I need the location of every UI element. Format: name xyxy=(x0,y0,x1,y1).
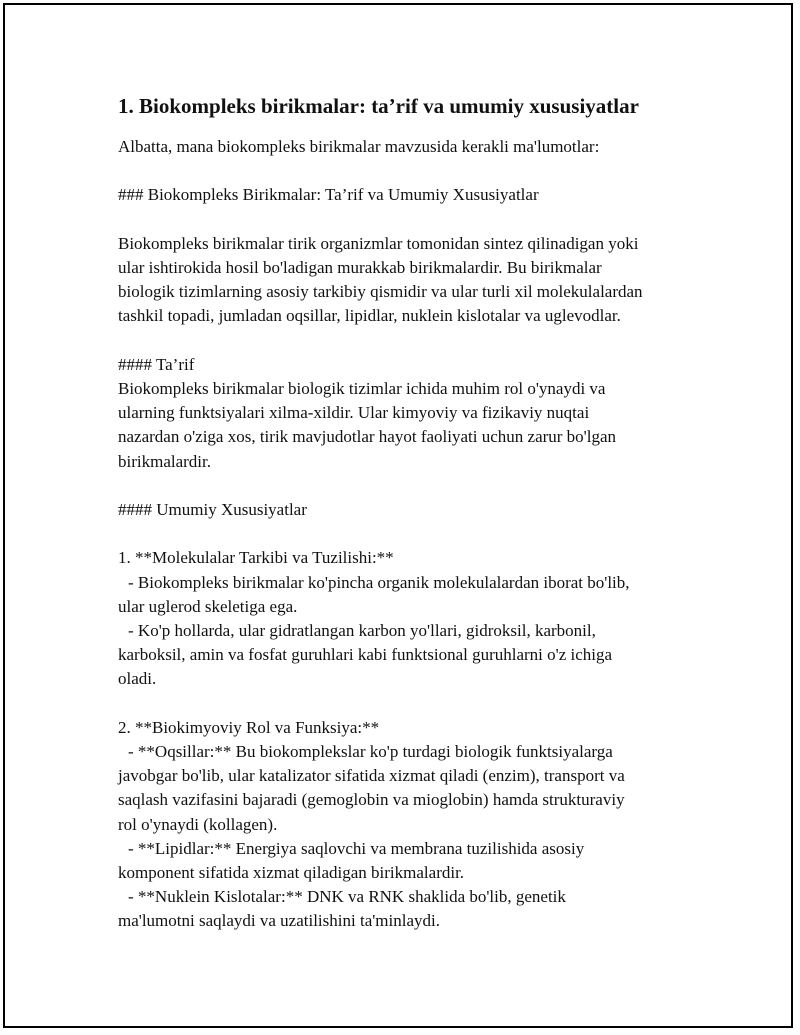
text-line: oladi. xyxy=(118,669,157,689)
subheading-tarif: #### Ta’rif xyxy=(118,354,195,374)
text-line: birikmalardir. xyxy=(118,451,212,471)
text-line: javobgar bo'lib, ular katalizator sifatida xizmat qiladi (enzim), transport va xyxy=(118,766,625,786)
list-item-heading: 1. **Molekulalar Tarkibi va Tuzilishi:** xyxy=(118,548,394,568)
text-line: - **Nuklein Kislotalar:** DNK va RNK shaklida bo'lib, genetik xyxy=(128,887,566,907)
text-line: Biokompleks birikmalar biologik tizimlar ichida muhim rol o'ynaydi va xyxy=(118,378,606,398)
list-item-1 xyxy=(118,546,718,691)
document-title: 1. Biokompleks birikmalar: ta’rif va umumiy xususiyatlar xyxy=(118,94,639,118)
text-line: ma'lumotni saqlaydi va uzatilishini ta'minlaydi. xyxy=(118,911,440,931)
text-line: biologik tizimlarning asosiy tarkibiy qismidir va ular turli xil molekulalardan xyxy=(118,282,643,302)
text-line: rol o'ynaydi (kollagen). xyxy=(118,814,278,834)
text-line: saqlash vazifasini bajaradi (gemoglobin va mioglobin) hamda strukturaviy xyxy=(118,790,625,810)
definition-paragraph xyxy=(118,232,718,329)
text-line: - **Oqsillar:** Bu biokomplekslar ko'p turdagi biologik funktsiyalarga xyxy=(128,741,613,761)
text-line: - Biokompleks birikmalar ko'pincha organik molekulalardan iborat bo'lib, xyxy=(128,572,630,592)
text-line: komponent sifatida xizmat qiladigan birikmalardir. xyxy=(118,863,465,882)
tarif-paragraph xyxy=(118,377,718,474)
text-line: tashkil topadi, jumladan oqsillar, lipidlar, nuklein kislotalar va uglevodlar. xyxy=(118,306,621,326)
text-line: karboksil, amin va fosfat guruhlari kabi funktsional guruhlarni o'z ichiga xyxy=(118,645,613,665)
intro-text: Albatta, mana biokompleks birikmalar mavzusida kerakli ma'lumotlar: xyxy=(118,137,600,156)
list-item-2 xyxy=(118,716,718,934)
text-line: nazardan o'ziga xos, tirik mavjudotlar hayot faoliyati uchun zarur bo'lgan xyxy=(118,427,617,447)
list-item-heading: 2. **Biokimyoviy Rol va Funksiya:** xyxy=(118,717,380,737)
text-line: ular uglerod skeletiga ega. xyxy=(118,596,298,616)
text-line: ularning funktsiyalari xilma-xildir. Ular kimyoviy va fizikaviy nuqtai xyxy=(118,403,590,423)
text-line: - Ko'p hollarda, ular gidratlangan karbon yo'llari, gidroksil, karbonil, xyxy=(128,620,596,640)
text-line: ular ishtirokida hosil bo'ladigan murakkab birikmalardir. Bu birikmalar xyxy=(118,257,602,277)
document-body xyxy=(118,92,718,934)
text-line: - **Lipidlar:** Energiya saqlovchi va membrana tuzilishida asosiy xyxy=(128,838,585,858)
section-heading-h3: ### Biokompleks Birikmalar: Ta’rif va Umumiy Xususiyatlar xyxy=(118,185,539,205)
subheading-umumiy: #### Umumiy Xususiyatlar xyxy=(118,499,307,519)
text-line: Biokompleks birikmalar tirik organizmlar tomonidan sintez qilinadigan yoki xyxy=(118,233,639,253)
